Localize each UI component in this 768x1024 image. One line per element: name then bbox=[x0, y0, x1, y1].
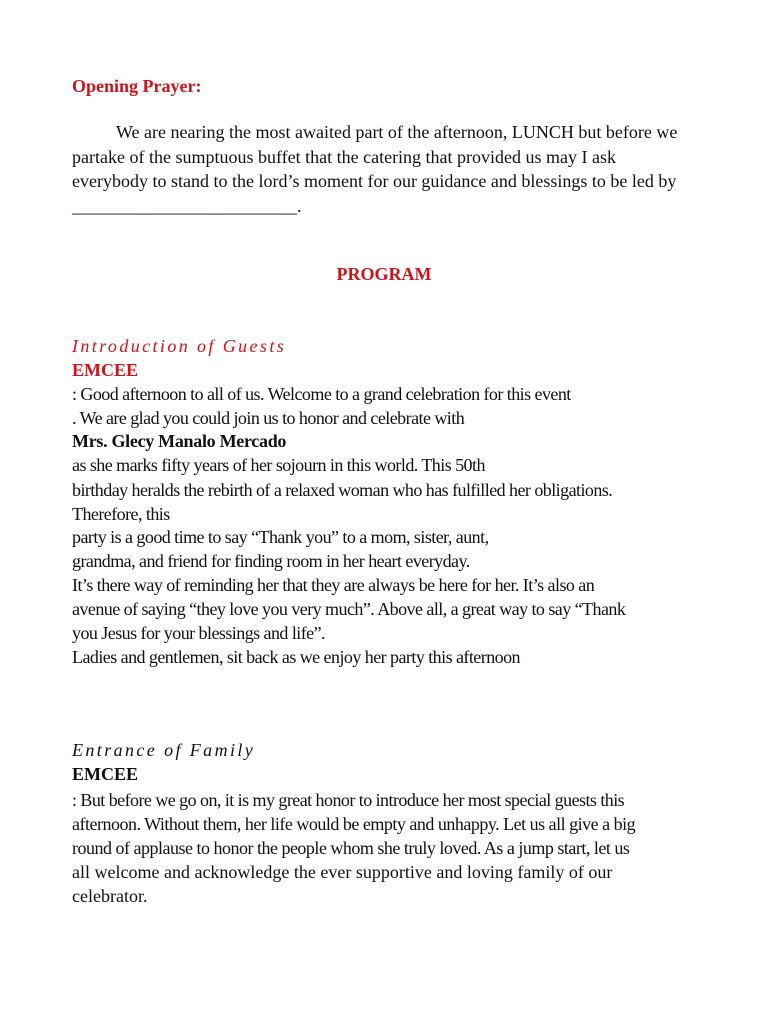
family-line: all welcome and acknowledge the ever supportive and loving family of our bbox=[72, 862, 613, 882]
family-line: afternoon. Without them, her life would be empty and unhappy. Let us all give a big bbox=[72, 814, 636, 834]
introduction-heading: Introduction of Guests bbox=[72, 336, 287, 356]
family-paragraph bbox=[72, 788, 700, 908]
introduction-line: Ladies and gentlemen, sit back as we enjoy her party this afternoon bbox=[72, 647, 520, 667]
introduction-line: birthday heralds the rebirth of a relaxed woman who has fulfilled her obligations. bbox=[72, 480, 613, 500]
entrance-of-family-heading: Entrance of Family bbox=[72, 740, 256, 760]
opening-prayer-paragraph: We are nearing the most awaited part of the afternoon, LUNCH but before we partake of the sumptuous buffet that the catering that provided us may I ask everybody to stand to the lord’s moment for our guidance and blessings to be led by _________________________. bbox=[72, 122, 678, 216]
program-title: PROGRAM bbox=[336, 264, 432, 284]
introduction-line: : Good afternoon to all of us. Welcome to a grand celebration for this event bbox=[72, 384, 571, 404]
family-line: : But before we go on, it is my great honor to introduce her most special guests this bbox=[72, 790, 625, 810]
family-emcee-label: EMCEE bbox=[72, 764, 139, 784]
celebrant-name: Mrs. Glecy Manalo Mercado bbox=[72, 431, 287, 451]
introduction-line: . We are glad you could join us to honor and celebrate with bbox=[72, 408, 465, 428]
introduction-line: party is a good time to say “Thank you” to a mom, sister, aunt, bbox=[72, 527, 489, 547]
introduction-line: avenue of saying “they love you very much”. Above all, a great way to say “Thank bbox=[72, 599, 626, 619]
opening-prayer-title: Opening Prayer: bbox=[72, 76, 202, 96]
introduction-emcee-label: EMCEE bbox=[72, 360, 139, 380]
introduction-line: It’s there way of reminding her that they are always be here for her. It’s also an bbox=[72, 575, 595, 595]
introduction-line: Therefore, this bbox=[72, 504, 170, 524]
introduction-line: as she marks fifty years of her sojourn in this world. This 50th bbox=[72, 455, 485, 475]
introduction-line: you Jesus for your blessings and life”. bbox=[72, 623, 326, 643]
family-line: round of applause to honor the people whom she truly loved. As a jump start, let us bbox=[72, 838, 630, 858]
introduction-line: grandma, and friend for finding room in her heart everyday. bbox=[72, 551, 470, 571]
family-line: celebrator. bbox=[72, 886, 148, 906]
